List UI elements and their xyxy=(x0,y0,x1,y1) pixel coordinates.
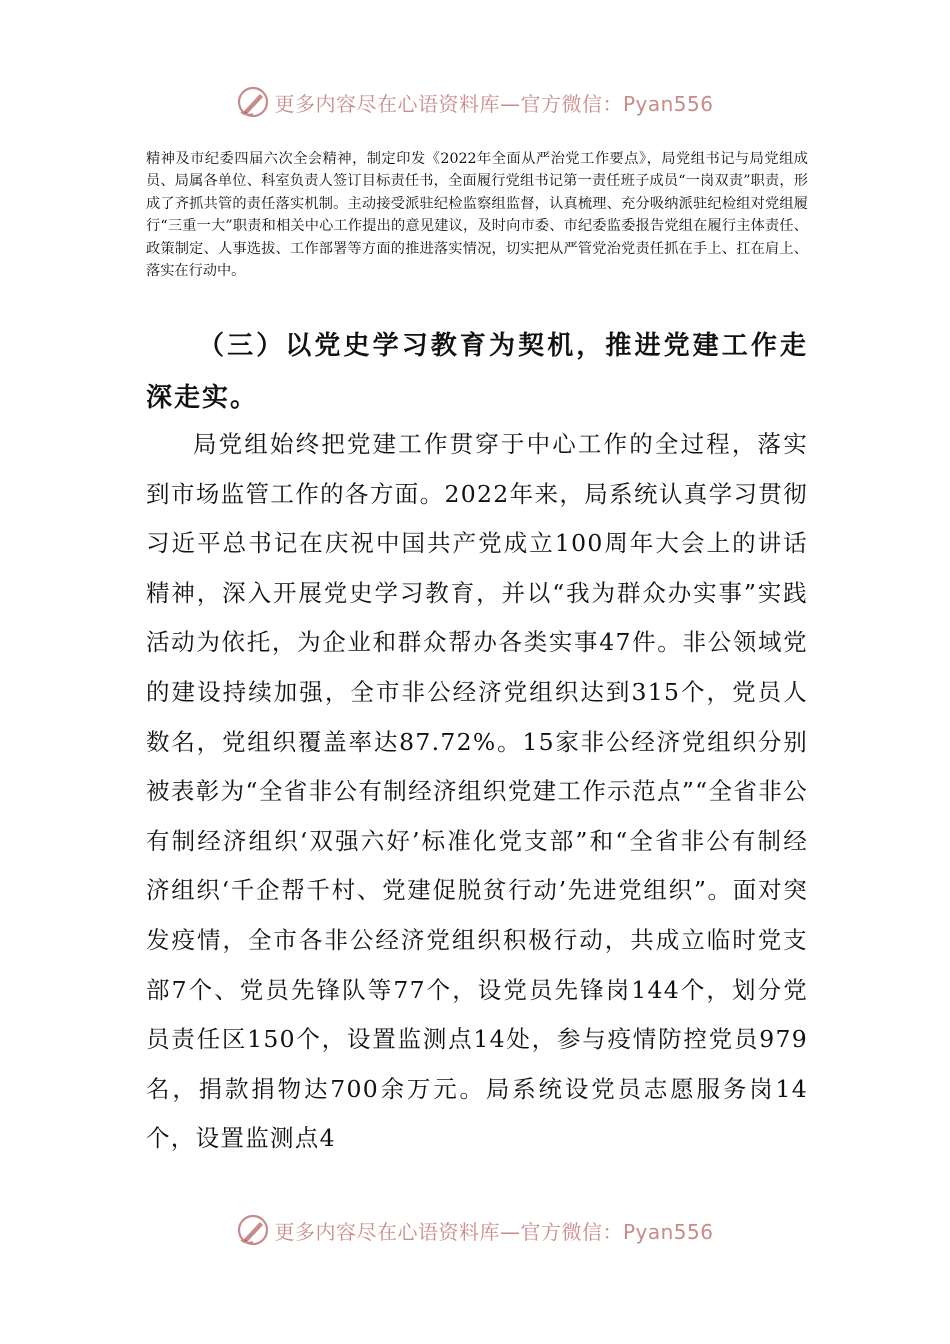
header-banner xyxy=(0,82,950,122)
banner-text: 更多内容尽在心语资料库—官方微信：Pyan556 xyxy=(274,1219,714,1244)
section-heading: （三）以党史学习教育为契机，推进党建工作走深走实。 xyxy=(146,331,808,413)
pen-logo-icon xyxy=(236,1213,270,1247)
intro-paragraph: 精神及市纪委四届六次全会精神，制定印发《2022年全面从严治党工作要点》，局党组书记与局党组成员、局属各单位、科室负责人签订目标责任书，全面履行党组书记第一责任班子成员“一岗双责”职责，形成了齐抓共管的责任落实机制。主动接受派驻纪检监察组监督，认真梳理、充分吸纳派驻纪检组对党组履行“三重一大”职责和相关中心工作提出的意见建议，及时向市委、市纪委监委报告党组在履行主体责任、政策制定、人事选拔、工作部署等方面的推进落实情况，切实把从严管党治党责任抓在手上、扛在肩上、落实在行动中。 xyxy=(146,151,808,280)
footer-banner xyxy=(0,1210,950,1250)
banner-text: 更多内容尽在心语资料库—官方微信：Pyan556 xyxy=(274,91,714,116)
body-paragraph: 局党组始终把党建工作贯穿于中心工作的全过程，落实到市场监管工作的各方面。2022年来，局系统认真学习贯彻习近平总书记在庆祝中国共产党成立100周年大会上的讲话精神，深入开展党史学习教育，并以“我为群众办实事”实践活动为依托，为企业和群众帮办各类实事47件。非公领域党的建设持续加强，全市非公经济党组织达到315个，党员人数名，党组织覆盖率达87.72%。15家非公经济党组织分别被表彰为“全省非公有制经济组织党建工作示范点”“全省非公有制经济组织‘双强六好’标准化党支部”和“全省非公有制经济组织‘千企帮千村、党建促脱贫行动’先进党组织”。面对突发疫情，全市各非公经济党组织积极行动，共成立临时党支部7个、党员先锋队等77个，设党员先锋岗144个，划分党员责任区150个，设置监测点14处，参与疫情防控党员979名，捐款捐物达700余万元。局系统设党员志愿服务岗14个，设置监测点4 xyxy=(146,430,808,1153)
pen-logo-icon xyxy=(236,85,270,119)
